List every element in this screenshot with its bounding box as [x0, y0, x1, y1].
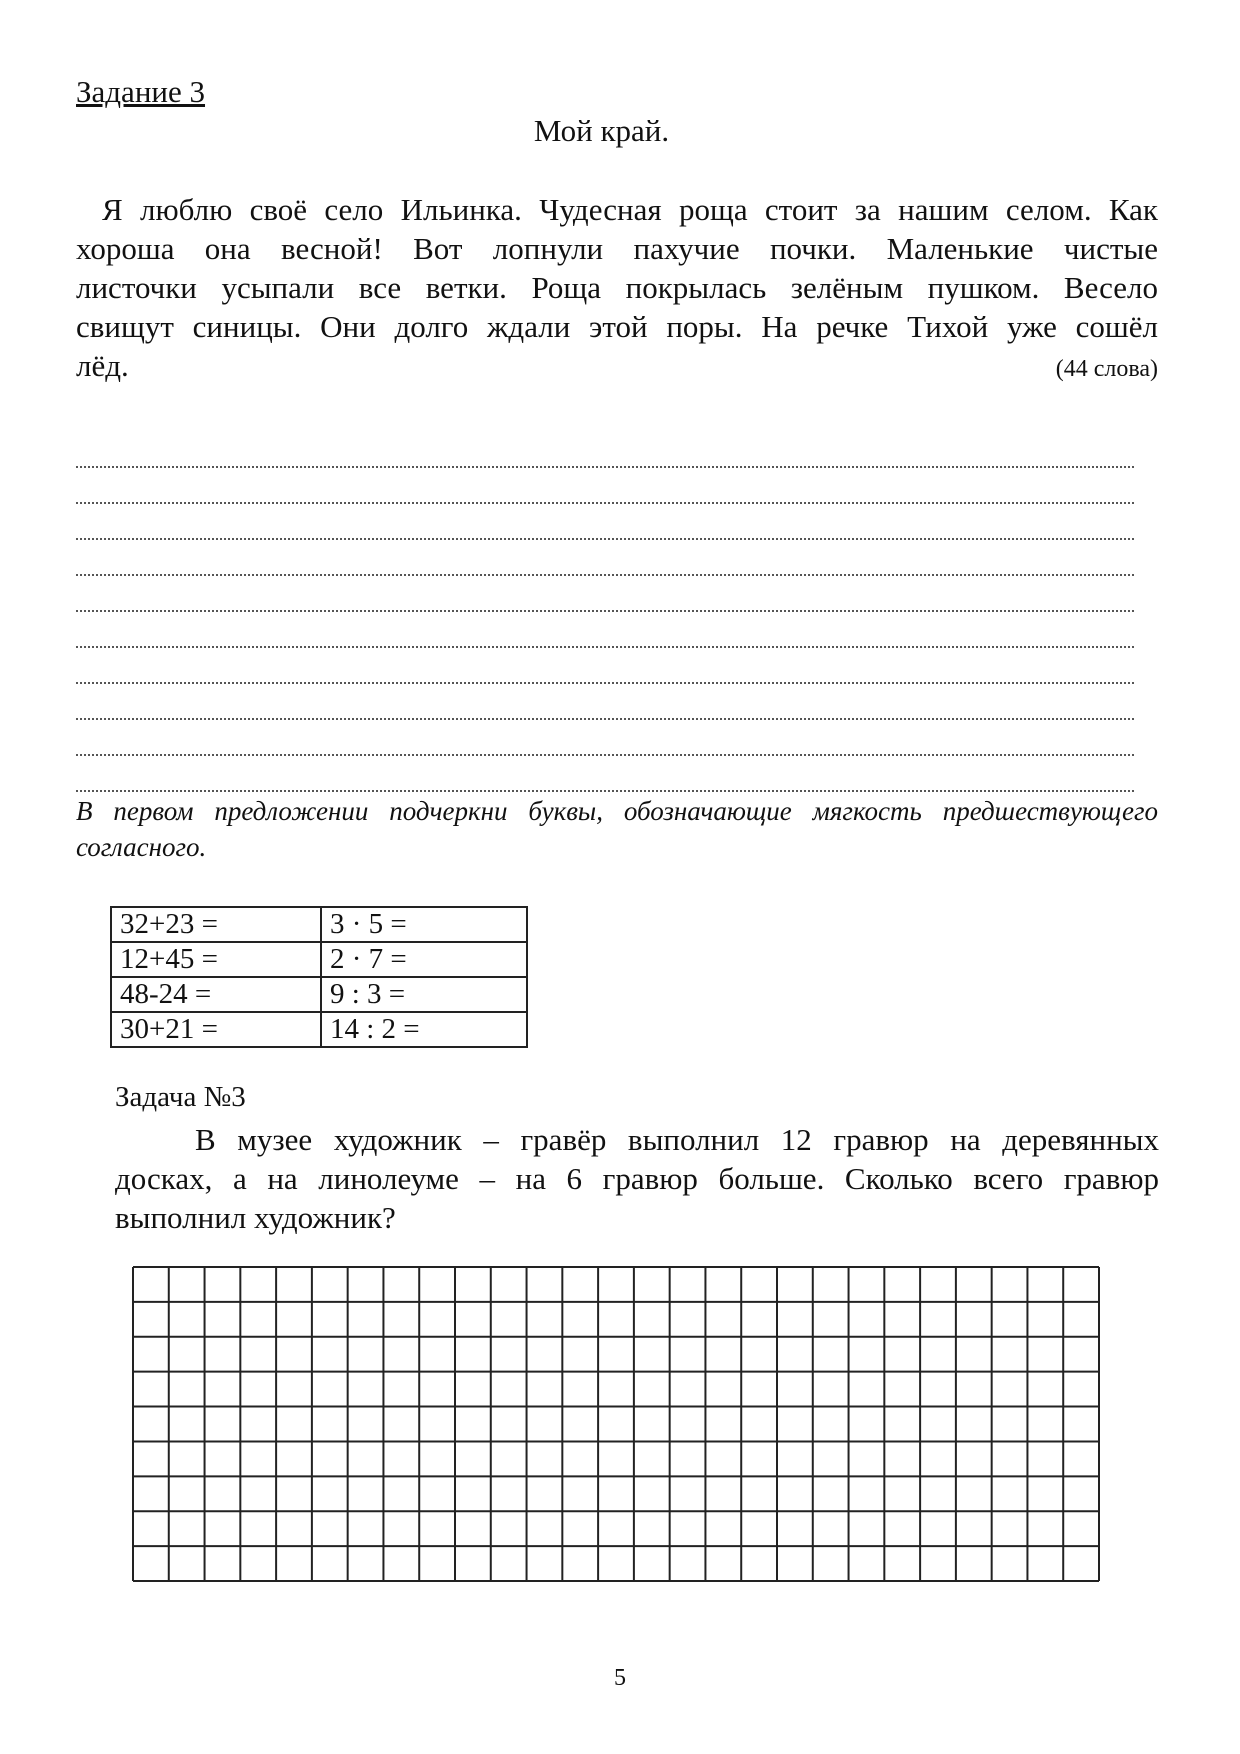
arithmetic-table	[110, 906, 528, 1048]
writing-line[interactable]	[76, 540, 1134, 576]
table-cell[interactable]: 48-24 =	[111, 977, 321, 1012]
problem-heading: Задача №3	[115, 1081, 246, 1113]
text-line: Я люблю своё село Ильинка. Чудесная роща стоит за нашим селом. Как	[102, 192, 1158, 227]
problem-line: досках, а на линолеуме – на 6 гравюр больше. Сколько всего гравюр	[115, 1161, 1159, 1196]
problem-text	[115, 1120, 1159, 1237]
instruction-line: В первом предложении подчеркни буквы, обозначающие мягкость предшествующего	[76, 796, 1158, 826]
writing-line[interactable]	[76, 576, 1134, 612]
table-row	[111, 1012, 527, 1047]
instruction	[76, 793, 1158, 865]
table-cell[interactable]: 14 : 2 =	[321, 1012, 527, 1047]
story-title: Мой край.	[533, 113, 670, 148]
text-line: хороша она весной! Вот лопнули пахучие почки. Маленькие чистые	[76, 231, 1158, 266]
page-number: 5	[614, 1665, 626, 1691]
writing-line[interactable]	[76, 648, 1134, 684]
table-row	[111, 977, 527, 1012]
table-cell[interactable]: 9 : 3 =	[321, 977, 527, 1012]
text-line-last	[76, 346, 1158, 385]
writing-line[interactable]	[76, 468, 1134, 504]
word-count: (44 слова)	[1055, 356, 1158, 382]
answer-grid[interactable]	[131, 1265, 1101, 1583]
problem-line: выполнил художник?	[115, 1200, 396, 1235]
table-cell[interactable]: 32+23 =	[111, 907, 321, 942]
problem-line: В музее художник – гравёр выполнил 12 гравюр на деревянных	[195, 1122, 1159, 1157]
writing-line[interactable]	[76, 432, 1134, 468]
writing-line[interactable]	[76, 612, 1134, 648]
dictation-text	[76, 190, 1158, 385]
table-cell[interactable]: 30+21 =	[111, 1012, 321, 1047]
task-heading: Задание 3	[76, 74, 206, 109]
text-line: листочки усыпали все ветки. Роща покрылась зелёным пушком. Весело	[76, 270, 1158, 305]
table-row	[111, 942, 527, 977]
instruction-line: согласного.	[76, 832, 207, 862]
text-line: лёд.	[76, 348, 129, 383]
writing-line[interactable]	[76, 684, 1134, 720]
table-row	[111, 907, 527, 942]
writing-lines	[76, 432, 1134, 792]
table-cell[interactable]: 12+45 =	[111, 942, 321, 977]
table-cell[interactable]: 2 · 7 =	[321, 942, 527, 977]
text-line: свищут синицы. Они долго ждали этой поры. На речке Тихой уже сошёл	[76, 309, 1158, 344]
table-cell[interactable]: 3 · 5 =	[321, 907, 527, 942]
writing-line[interactable]	[76, 756, 1134, 792]
writing-line[interactable]	[76, 504, 1134, 540]
writing-line[interactable]	[76, 720, 1134, 756]
